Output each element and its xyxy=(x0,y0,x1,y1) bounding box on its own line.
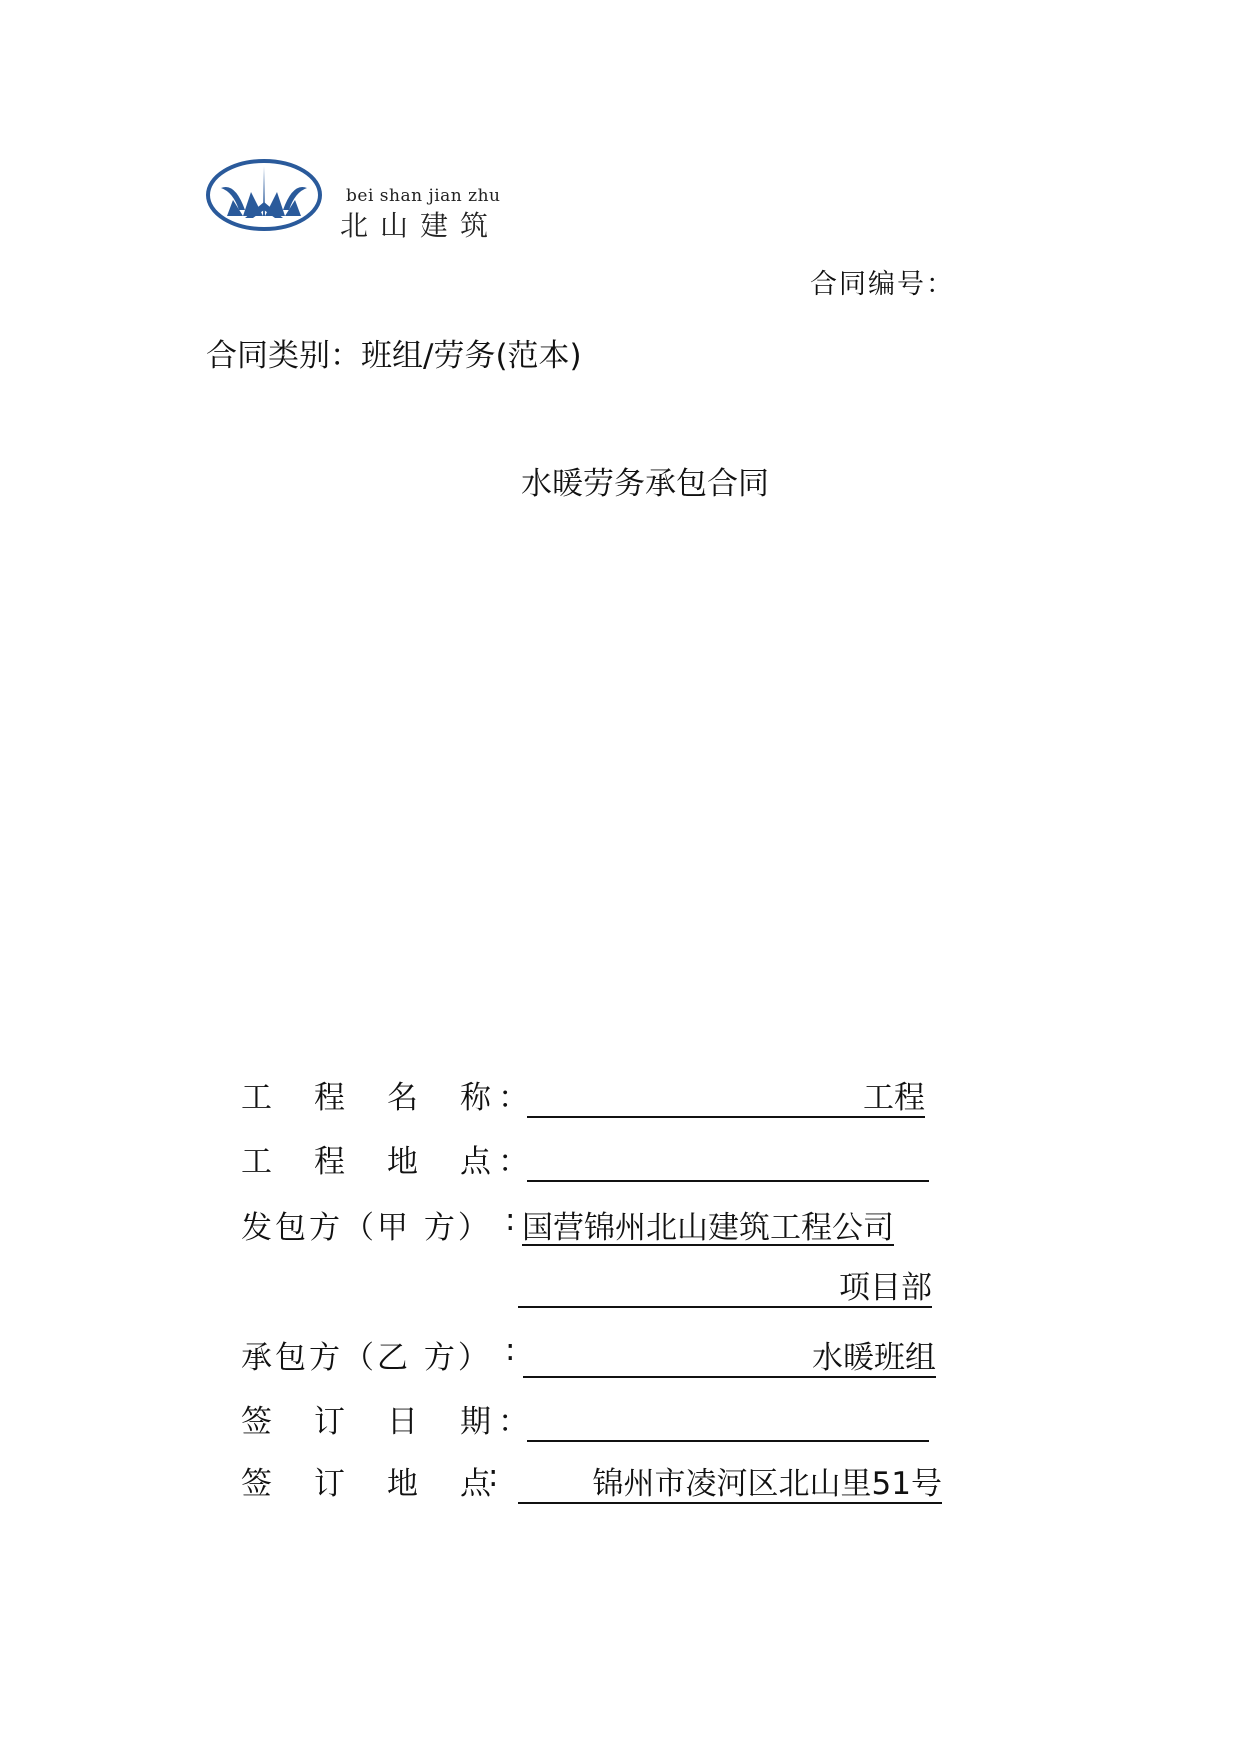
logo-name: 北山建筑 xyxy=(340,209,501,242)
party-b-colon: : xyxy=(505,1332,516,1368)
party-b-label: 承包方（乙 方） xyxy=(241,1340,492,1376)
sign-location-label: 签 订 地 点 xyxy=(241,1466,491,1502)
sign-date-colon: ： xyxy=(498,1404,529,1440)
logo-pinyin: bei shan jian zhu xyxy=(346,186,501,206)
sign-location-field[interactable] xyxy=(518,1464,942,1504)
project-name-field[interactable] xyxy=(527,1078,925,1118)
project-location-colon: ： xyxy=(498,1144,529,1180)
sign-location-value: 锦州市凌河区北山里51号 xyxy=(592,1466,942,1502)
contract-category: 合同类别：班组/劳务(范本) xyxy=(206,338,582,374)
project-name-colon: ： xyxy=(498,1080,529,1116)
company-logo-icon xyxy=(205,158,323,232)
project-name-value: 工程 xyxy=(863,1080,925,1116)
sign-date-label: 签 订 日 期 xyxy=(241,1404,491,1440)
party-a-label: 发包方（甲 方） xyxy=(241,1210,492,1246)
project-name-label: 工 程 名 称 xyxy=(241,1080,491,1116)
sign-date-field[interactable] xyxy=(527,1402,929,1442)
document-title: 水暖劳务承包合同 xyxy=(521,466,769,502)
party-a-colon: : xyxy=(505,1202,516,1238)
sign-location-colon: : xyxy=(488,1458,499,1494)
project-location-field[interactable] xyxy=(527,1142,929,1182)
project-location-label: 工 程 地 点 xyxy=(241,1144,491,1180)
party-b-field[interactable] xyxy=(523,1338,936,1378)
party-a-field-line2[interactable] xyxy=(518,1268,932,1308)
party-a-value[interactable]: 国营锦州北山建筑工程公司 xyxy=(522,1210,894,1246)
party-b-value: 水暖班组 xyxy=(812,1340,936,1376)
contract-number-label: 合同编号： xyxy=(810,269,955,300)
party-a-value-2: 项目部 xyxy=(839,1270,932,1306)
